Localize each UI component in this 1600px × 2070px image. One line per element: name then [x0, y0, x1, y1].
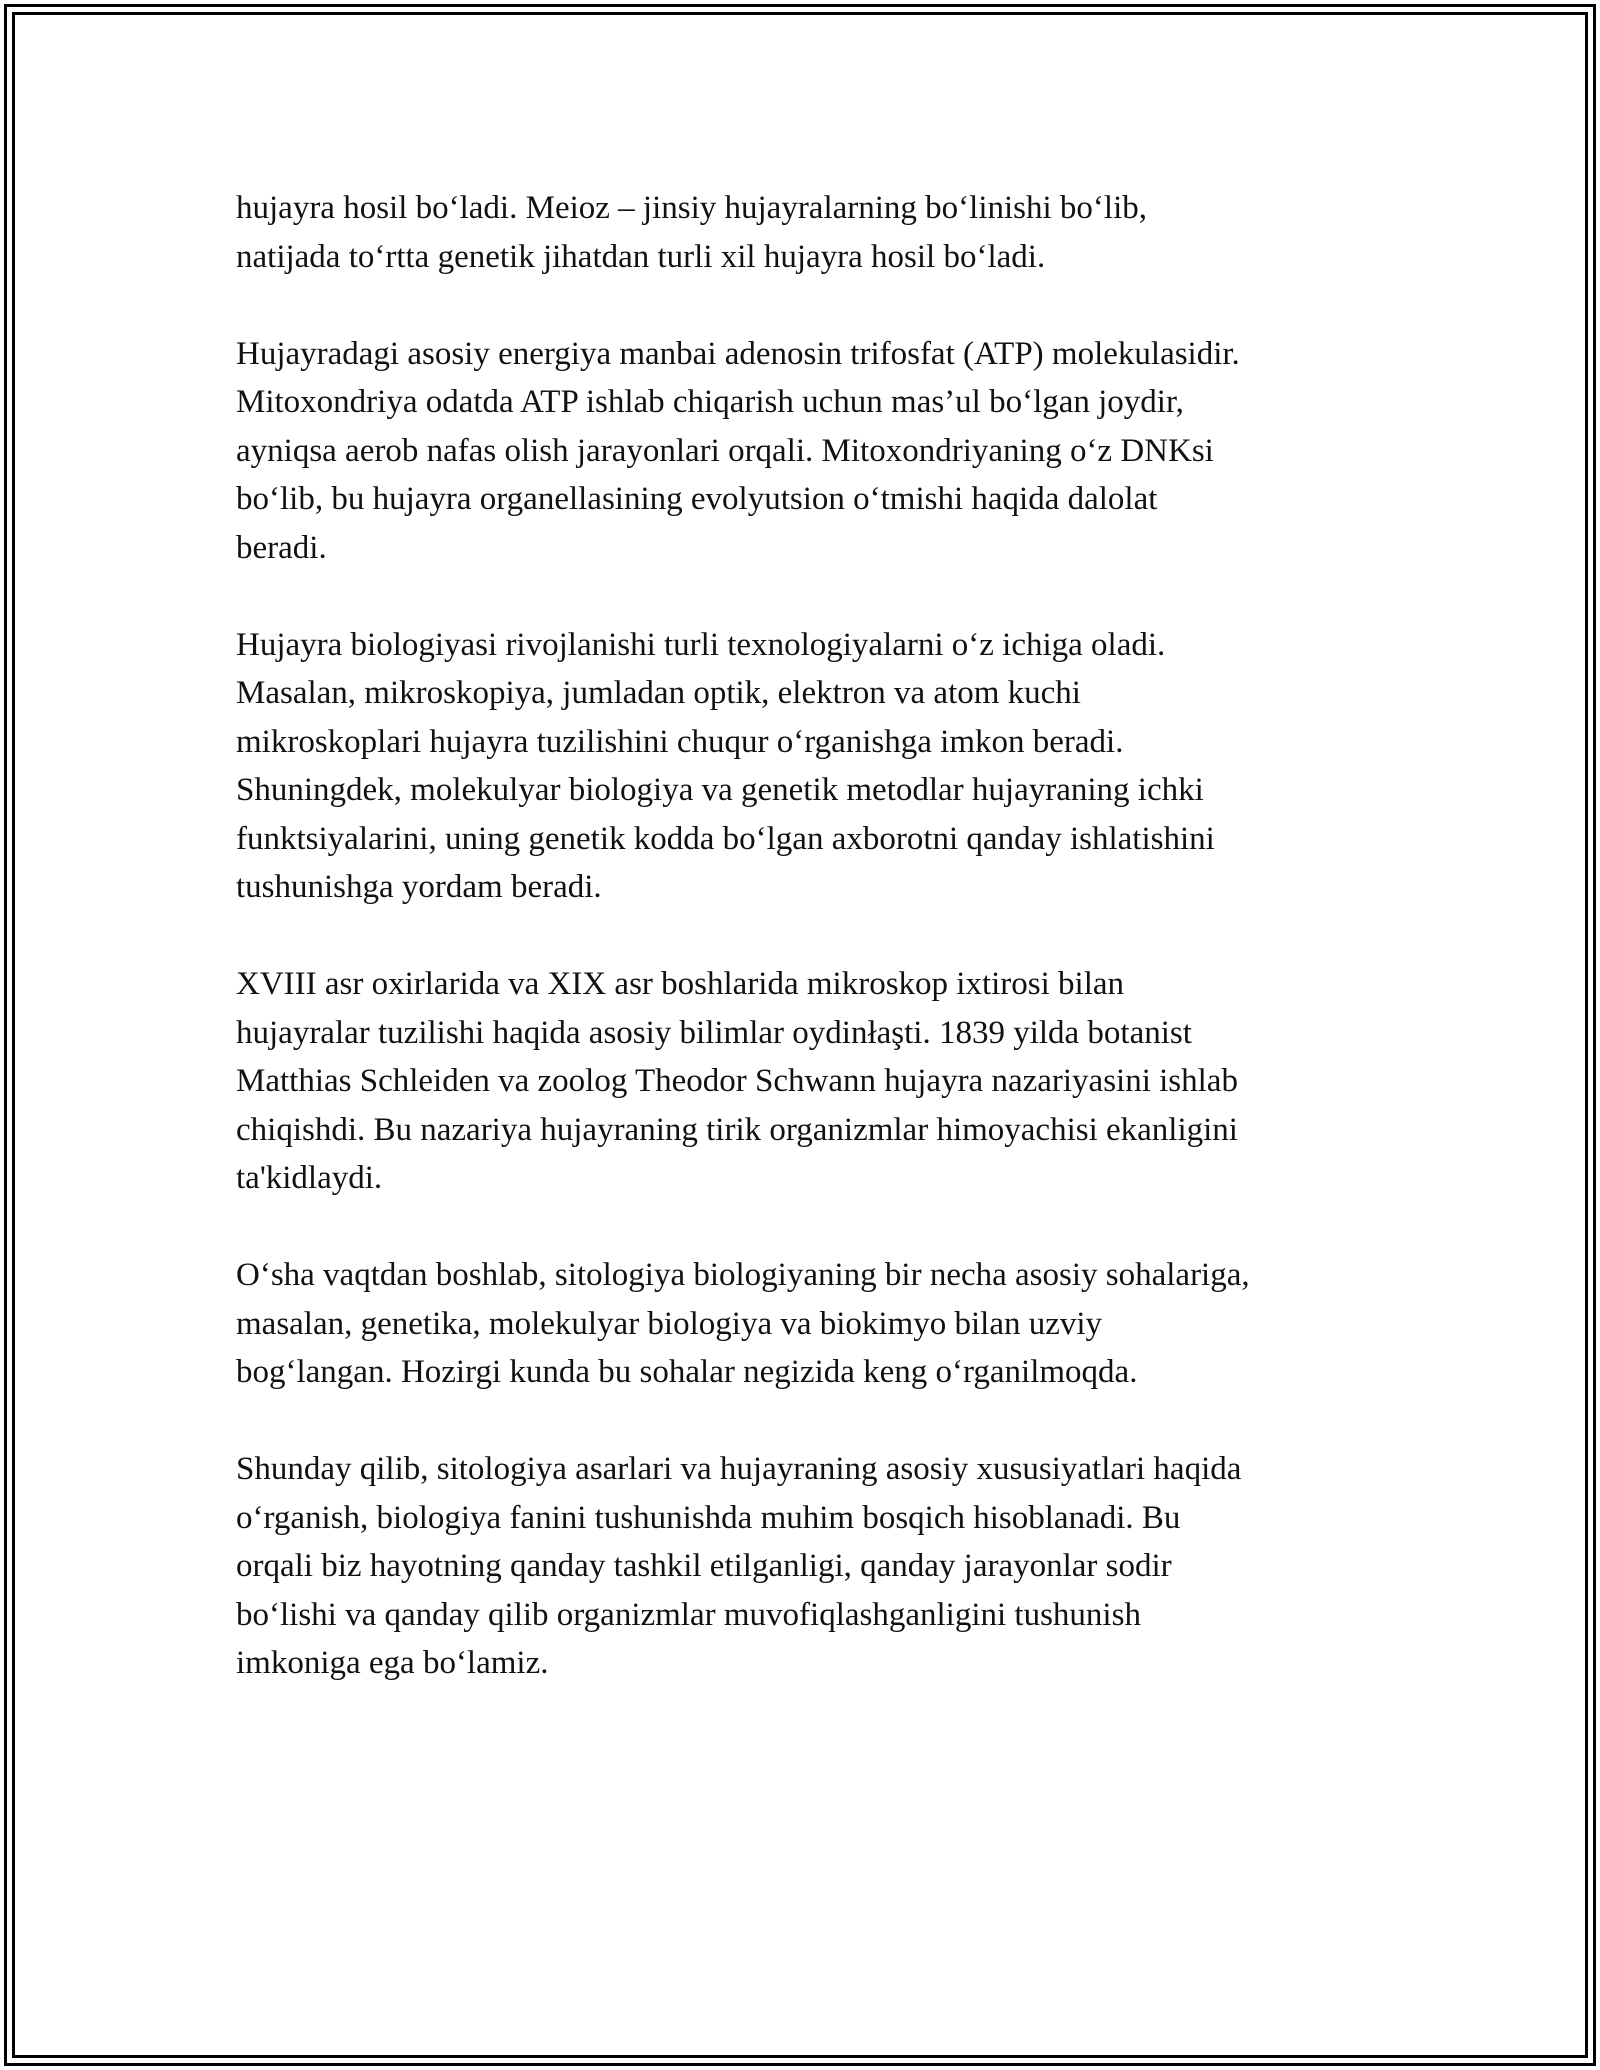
text-line: Mitoxondriya odatda ATP ishlab chiqarish uchun mas’ul bo‘lgan joydir, — [236, 384, 1184, 420]
text-line: hujayralar tuzilishi haqida asosiy bilimlar oydinłaşti. 1839 yilda botanist — [236, 1014, 1192, 1051]
text-line: bo‘lishi va qanday qilib organizmlar muvofiqlashganligini tushunish — [236, 1596, 1141, 1633]
text-line: bo‘lib, bu hujayra organellasining evolyutsion o‘tmishi haqida dalolat — [236, 481, 1158, 517]
text-line: ayniqsa aerob nafas olish jarayonlari orqali. Mitoxondriyaning o‘z DNKsi — [236, 432, 1214, 469]
text-line: o‘rganish, biologiya fanini tushunishda muhim bosqich hisoblanadi. Bu — [236, 1499, 1181, 1536]
paragraph-1 — [236, 184, 1366, 281]
text-line: natijada to‘rtta genetik jihatdan turli xil hujayra hosil bo‘ladi. — [236, 238, 1046, 275]
text-line: O‘sha vaqtdan boshlab, sitologiya biologiyaning bir necha asosiy sohalariga, — [236, 1257, 1250, 1293]
text-line: Masalan, mikroskopiya, jumladan optik, elektron va atom kuchi — [236, 675, 1081, 711]
text-line: bog‘langan. Hozirgi kunda bu sohalar negizida keng o‘rganilmoqda. — [236, 1354, 1138, 1390]
text-line: imkoniga ega bo‘lamiz. — [236, 1645, 549, 1681]
paragraph-6 — [236, 1445, 1366, 1688]
paragraph-5 — [236, 1251, 1366, 1397]
text-line: Shunday qilib, sitologiya asarlari va hujayraning asosiy xususiyatlari haqida — [236, 1451, 1242, 1487]
text-line: orqali biz hayotning qanday tashkil etilganligi, qanday jarayonlar sodir — [236, 1548, 1172, 1584]
text-line: Matthias Schleiden va zoolog Theodor Schwann hujayra nazariyasini ishlab — [236, 1063, 1238, 1099]
document-body — [236, 184, 1366, 1736]
paragraph-3 — [236, 621, 1366, 912]
text-line: masalan, genetika, molekulyar biologiya va biokimyo bilan uzviy — [236, 1305, 1103, 1342]
text-line: tushunishga yordam beradi. — [236, 869, 602, 905]
paragraph-2 — [236, 330, 1366, 573]
text-line: chiqishdi. Bu nazariya hujayraning tirik organizmlar himoyachisi ekanligini — [236, 1111, 1238, 1148]
text-line: funktsiyalarini, uning genetik kodda bo‘lgan axborotni qanday ishlatishini — [236, 820, 1215, 857]
text-line: Hujayradagi asosiy energiya manbai adenosin trifosfat (ATP) molekulasidir. — [236, 335, 1240, 372]
text-line: Shuningdek, molekulyar biologiya va genetik metodlar hujayraning ichki — [236, 772, 1204, 808]
text-line: Hujayra biologiyasi rivojlanishi turli texnologiyalarni o‘z ichiga oladi. — [236, 626, 1166, 663]
paragraph-4 — [236, 960, 1366, 1203]
text-line: mikroskoplari hujayra tuzilishini chuqur o‘rganishga imkon beradi. — [236, 723, 1124, 760]
text-line: ta'kidlaydi. — [236, 1160, 383, 1196]
text-line: hujayra hosil bo‘ladi. Meioz – jinsiy hujayralarning bo‘linishi bo‘lib, — [236, 190, 1148, 226]
text-line: beradi. — [236, 529, 327, 566]
text-line: XVIII asr oxirlarida va XIX asr boshlarida mikroskop ixtirosi bilan — [236, 966, 1125, 1002]
